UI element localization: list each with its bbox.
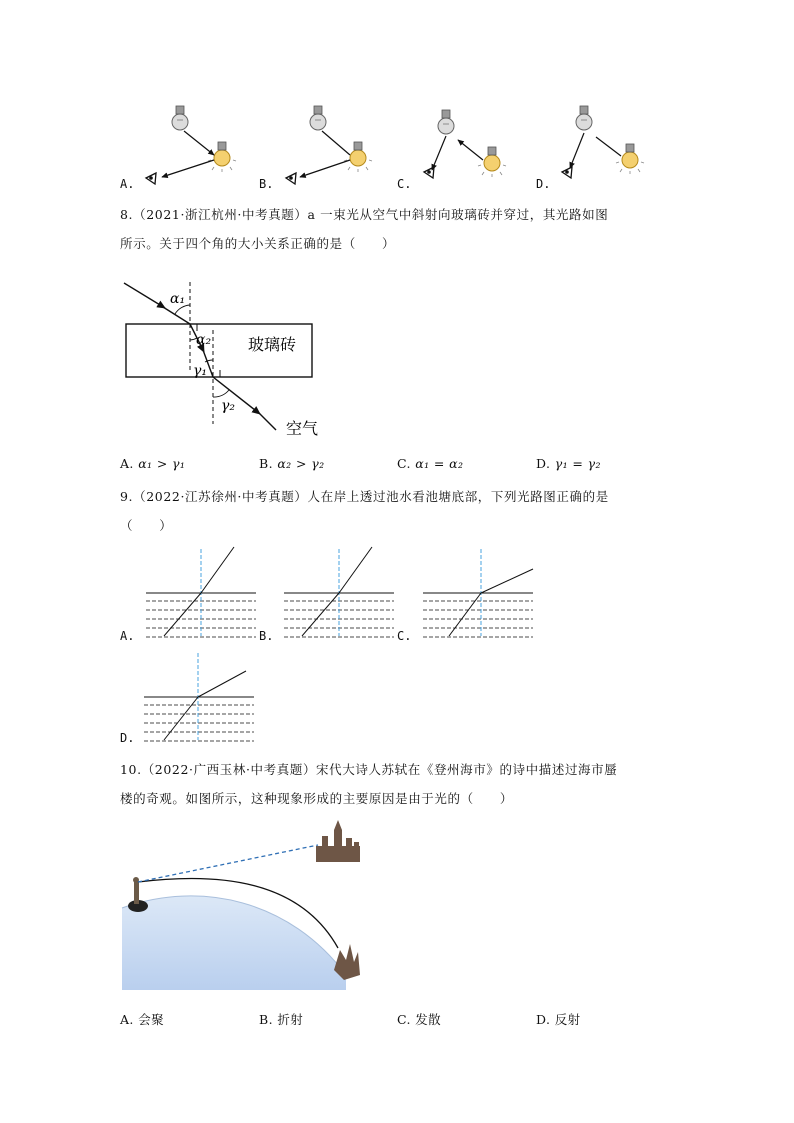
q10-option-b-letter: B. [259, 1012, 273, 1027]
angle-alpha2: α₂ [196, 332, 212, 348]
q10-option-a[interactable] [120, 1010, 164, 1028]
q8-option-b-letter: B. [259, 456, 273, 471]
glass-label: 玻璃砖 [248, 335, 297, 354]
q10-option-c-letter: C. [397, 1012, 411, 1027]
q10-option-d-text: 反射 [554, 1012, 581, 1027]
q8-option-a-letter: A. [120, 456, 134, 471]
q8-question [120, 200, 680, 258]
q9-stem-2: （ ） [120, 518, 173, 533]
q8-option-d-letter: D. [536, 456, 551, 471]
q10-question [120, 755, 690, 813]
angle-gamma2: γ₂ [221, 398, 235, 414]
q7-option-d-label[interactable]: D. [536, 177, 551, 191]
q8-option-a[interactable] [120, 456, 185, 471]
mirage-castle-icon [316, 820, 360, 862]
q8-option-b[interactable] [259, 456, 325, 471]
q10-option-a-text: 会聚 [138, 1012, 164, 1027]
q7-option-a-label[interactable]: A. [120, 177, 135, 191]
q8-option-c-text: α₁ = α₂ [415, 456, 464, 471]
q10-number: 10. [120, 762, 142, 777]
q9-source: （2022·江苏徐州·中考真题） [133, 489, 308, 504]
observer-icon [128, 877, 148, 912]
q8-option-b-text: α₂ > γ₂ [277, 456, 325, 471]
q9-option-b-label[interactable]: B. [259, 629, 274, 643]
q8-option-d-text: γ₁ = γ₂ [554, 456, 601, 471]
q7-option-a-figure [146, 106, 236, 184]
q9-option-d-figure [144, 653, 254, 741]
q7-option-b-figure [286, 106, 372, 184]
q10-stem-line1 [120, 755, 690, 784]
q10-stem-2: 楼的奇观。如图所示，这种现象形成的主要原因是由于光的（ ） [120, 791, 514, 806]
q7-option-b-label[interactable]: B. [259, 177, 274, 191]
q8-stem-1: a 一束光从空气中斜射向玻璃砖并穿过，其光路如图 [307, 207, 609, 222]
q8-option-a-text: α₁ > γ₁ [138, 456, 186, 471]
apparent-sightline [138, 845, 318, 882]
q7-option-d-figure [562, 106, 644, 178]
q8-option-d[interactable] [536, 456, 601, 471]
q9-option-b-figure [284, 547, 394, 637]
q9-option-a-figure [146, 547, 256, 637]
q10-stem-1: 宋代大诗人苏轼在《登州海市》的诗中描述过海市蜃 [316, 762, 618, 777]
q10-source: （2022·广西玉林·中考真题） [141, 762, 317, 777]
q10-option-d-letter: D. [536, 1012, 551, 1027]
incident-ray [124, 283, 165, 308]
earth-surface [122, 896, 346, 990]
q10-option-b[interactable] [259, 1010, 303, 1028]
angle-alpha1: α₁ [170, 291, 186, 307]
air-label: 空气 [286, 419, 319, 438]
q10-option-c[interactable] [397, 1010, 441, 1028]
q9-stem-1: 人在岸上透过池水看池塘底部，下列光路图正确的是 [307, 489, 609, 504]
q9-option-a-label[interactable]: A. [120, 629, 135, 643]
q10-option-a-letter: A. [120, 1012, 134, 1027]
q7-option-c-figure [424, 110, 506, 178]
q8-option-c-letter: C. [397, 456, 411, 471]
q10-mirage-figure [110, 820, 380, 995]
q10-option-b-text: 折射 [277, 1012, 304, 1027]
q8-option-c[interactable] [397, 456, 463, 471]
q9-option-c-label[interactable]: C. [397, 629, 412, 643]
q10-option-d[interactable] [536, 1010, 581, 1028]
q8-number: 8. [120, 207, 134, 222]
q10-option-c-text: 发散 [415, 1012, 442, 1027]
q9-option-c-figure [423, 549, 533, 637]
q9-option-d-label[interactable]: D. [120, 731, 135, 745]
q7-option-c-label[interactable]: C. [397, 177, 412, 191]
q9-question [120, 482, 680, 540]
q8-stem-2: 所示。关于四个角的大小关系正确的是（ ） [120, 236, 396, 251]
angle-gamma1: γ₁ [193, 363, 207, 379]
q8-source: （2021·浙江杭州·中考真题） [133, 207, 308, 222]
q9-number: 9. [120, 489, 134, 504]
q8-stem-line1 [120, 200, 680, 229]
q9-stem-line1 [120, 482, 680, 511]
q8-glass-diagram [110, 270, 340, 440]
